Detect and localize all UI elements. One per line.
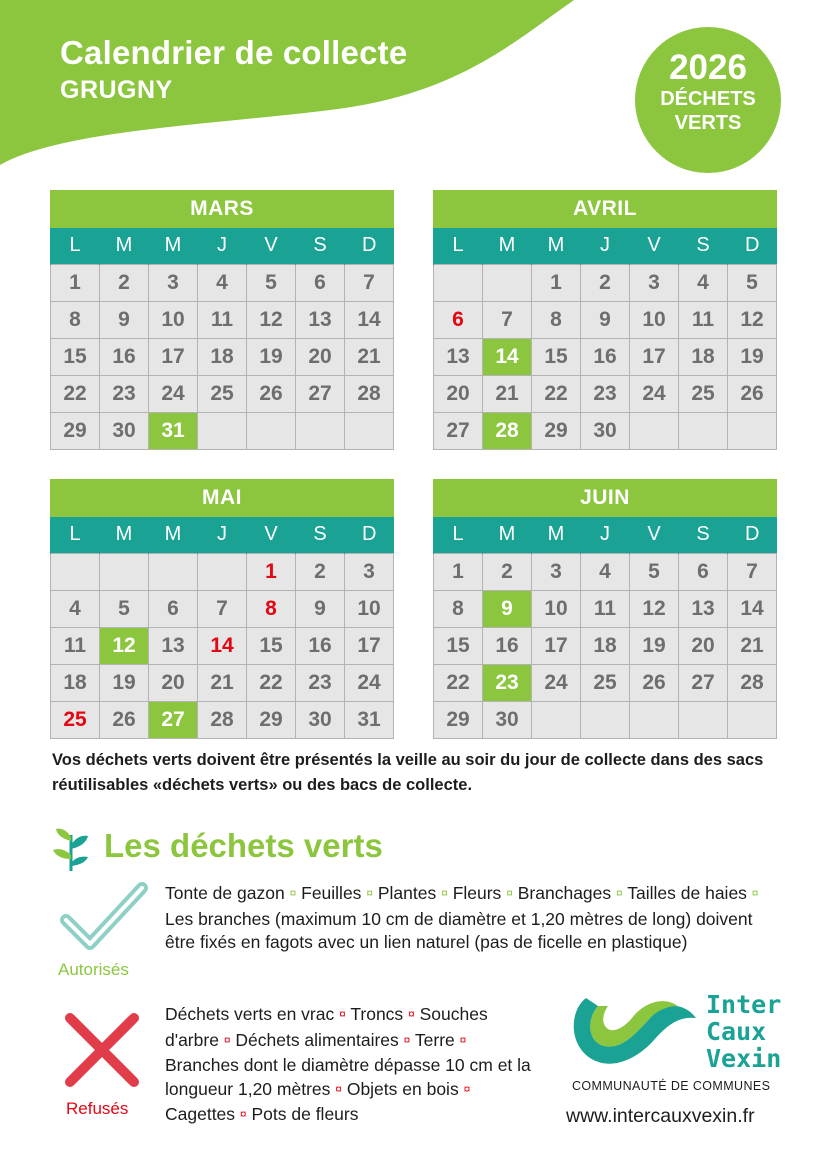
check-icon <box>58 878 150 958</box>
day-cell: 2 <box>483 553 532 590</box>
day-cell: 23 <box>100 375 149 412</box>
day-cell: 18 <box>679 338 728 375</box>
day-cell: 21 <box>345 338 394 375</box>
day-cell: 19 <box>728 338 777 375</box>
weekday-header: J <box>581 517 630 553</box>
day-cell: 27 <box>296 375 345 412</box>
day-cell: 21 <box>198 664 247 701</box>
day-cell: 4 <box>198 264 247 301</box>
day-cell: 13 <box>679 590 728 627</box>
day-cell: 4 <box>679 264 728 301</box>
refused-label: Refusés <box>66 1099 129 1118</box>
day-cell: 12 <box>630 590 679 627</box>
day-cell: 21 <box>728 627 777 664</box>
month-grid <box>50 517 394 739</box>
allowed-label: Autorisés <box>58 960 129 979</box>
day-cell: 18 <box>51 664 100 701</box>
month-grid <box>50 228 394 450</box>
day-cell: 3 <box>149 264 198 301</box>
weekday-header: L <box>51 517 100 553</box>
day-cell: 30 <box>581 412 630 449</box>
day-cell: 10 <box>630 301 679 338</box>
day-cell: 15 <box>51 338 100 375</box>
day-cell: 11 <box>679 301 728 338</box>
day-cell: 4 <box>581 553 630 590</box>
item-separator: ¤ <box>506 886 513 900</box>
logo-word-inter: Inter <box>706 990 782 1019</box>
empty-cell <box>532 701 581 738</box>
day-cell: 28 <box>728 664 777 701</box>
day-cell: 5 <box>728 264 777 301</box>
list-item: Plantes <box>377 883 437 903</box>
collection-day: 12 <box>100 627 149 664</box>
empty-cell <box>198 553 247 590</box>
weekday-header: M <box>149 517 198 553</box>
day-cell: 25 <box>679 375 728 412</box>
list-item: Déchets alimentaires <box>235 1029 399 1050</box>
weekday-header: J <box>198 228 247 264</box>
empty-cell <box>630 701 679 738</box>
section-title: Les déchets verts <box>104 827 383 864</box>
calendar-month-juin <box>433 479 777 739</box>
day-cell: 19 <box>630 627 679 664</box>
day-cell: 10 <box>532 590 581 627</box>
month-grid <box>433 517 777 739</box>
day-cell: 26 <box>728 375 777 412</box>
day-cell: 16 <box>483 627 532 664</box>
day-cell: 22 <box>247 664 296 701</box>
day-cell: 2 <box>100 264 149 301</box>
item-separator: ¤ <box>616 886 623 900</box>
year-badge <box>635 27 781 173</box>
day-cell: 15 <box>247 627 296 664</box>
day-cell: 11 <box>198 301 247 338</box>
day-cell: 24 <box>630 375 679 412</box>
collection-day: 31 <box>149 412 198 449</box>
day-cell: 3 <box>345 553 394 590</box>
empty-cell <box>345 412 394 449</box>
day-cell: 30 <box>483 701 532 738</box>
weekday-header: J <box>581 228 630 264</box>
day-cell: 30 <box>100 412 149 449</box>
month-name: MAI <box>50 479 394 517</box>
weekday-header: S <box>679 517 728 553</box>
list-item: Branches dont le diamètre dépasse 10 cm et la longueur 1,20 mètres <box>165 1055 531 1099</box>
day-cell: 18 <box>581 627 630 664</box>
day-cell: 13 <box>434 338 483 375</box>
empty-cell <box>679 412 728 449</box>
item-separator: ¤ <box>403 1032 411 1047</box>
day-cell: 4 <box>51 590 100 627</box>
empty-cell <box>728 701 777 738</box>
day-cell: 8 <box>51 301 100 338</box>
list-item: Troncs <box>350 1004 404 1024</box>
collection-day: 27 <box>149 701 198 738</box>
holiday-day: 8 <box>247 590 296 627</box>
day-cell: 15 <box>434 627 483 664</box>
day-cell: 3 <box>630 264 679 301</box>
website-link[interactable]: www.intercauxvexin.fr <box>566 1105 755 1127</box>
item-separator: ¤ <box>289 886 297 900</box>
day-cell: 7 <box>198 590 247 627</box>
month-name: JUIN <box>433 479 777 517</box>
weekday-header: D <box>728 517 777 553</box>
weekday-header: L <box>434 228 483 264</box>
day-cell: 13 <box>296 301 345 338</box>
day-cell: 25 <box>581 664 630 701</box>
holiday-day: 6 <box>434 301 483 338</box>
day-cell: 8 <box>532 301 581 338</box>
day-cell: 29 <box>434 701 483 738</box>
weekday-header: D <box>345 517 394 553</box>
day-cell: 10 <box>345 590 394 627</box>
day-cell: 24 <box>345 664 394 701</box>
weekday-header: L <box>51 228 100 264</box>
day-cell: 26 <box>100 701 149 738</box>
day-cell: 17 <box>532 627 581 664</box>
weekday-header: S <box>296 517 345 553</box>
weekday-header: V <box>247 228 296 264</box>
weekday-header: V <box>247 517 296 553</box>
weekday-header: M <box>149 228 198 264</box>
day-cell: 29 <box>51 412 100 449</box>
day-cell: 29 <box>532 412 581 449</box>
day-cell: 5 <box>100 590 149 627</box>
weekday-header: M <box>532 228 581 264</box>
day-cell: 9 <box>296 590 345 627</box>
calendar-month-mai <box>50 479 394 739</box>
month-name: AVRIL <box>433 190 777 228</box>
empty-cell <box>198 412 247 449</box>
list-item: Cagettes <box>165 1104 236 1124</box>
day-cell: 14 <box>728 590 777 627</box>
weekday-header: L <box>434 517 483 553</box>
empty-cell <box>100 553 149 590</box>
list-item: Tailles de haies <box>627 883 747 903</box>
day-cell: 10 <box>149 301 198 338</box>
list-item: Déchets verts en vrac <box>165 1004 335 1024</box>
day-cell: 6 <box>679 553 728 590</box>
weekday-header: M <box>483 228 532 264</box>
collection-day: 9 <box>483 590 532 627</box>
weekday-header: S <box>296 228 345 264</box>
empty-cell <box>247 412 296 449</box>
badge-line-1: DÉCHETS <box>660 88 756 110</box>
calendar-month-avril <box>433 190 777 450</box>
page-title: Calendrier de collecte <box>60 34 408 71</box>
weekday-header: D <box>728 228 777 264</box>
day-cell: 20 <box>149 664 198 701</box>
day-cell: 2 <box>581 264 630 301</box>
collection-day: 28 <box>483 412 532 449</box>
weekday-header: V <box>630 517 679 553</box>
item-separator: ¤ <box>339 1007 346 1021</box>
holiday-day: 25 <box>51 701 100 738</box>
empty-cell <box>581 701 630 738</box>
day-cell: 31 <box>345 701 394 738</box>
day-cell: 12 <box>247 301 296 338</box>
day-cell: 26 <box>630 664 679 701</box>
empty-cell <box>483 264 532 301</box>
day-cell: 28 <box>198 701 247 738</box>
day-cell: 30 <box>296 701 345 738</box>
list-item: Souches d'arbre <box>165 1004 488 1050</box>
list-item: Terre <box>414 1029 455 1050</box>
day-cell: 9 <box>581 301 630 338</box>
day-cell: 22 <box>434 664 483 701</box>
day-cell: 5 <box>630 553 679 590</box>
month-name: MARS <box>50 190 394 228</box>
day-cell: 14 <box>345 301 394 338</box>
town-name: GRUGNY <box>60 76 173 104</box>
day-cell: 17 <box>630 338 679 375</box>
day-cell: 28 <box>345 375 394 412</box>
empty-cell <box>434 264 483 301</box>
day-cell: 6 <box>149 590 198 627</box>
day-cell: 19 <box>247 338 296 375</box>
day-cell: 17 <box>345 627 394 664</box>
day-cell: 1 <box>51 264 100 301</box>
item-separator: ¤ <box>223 1032 231 1047</box>
empty-cell <box>679 701 728 738</box>
day-cell: 15 <box>532 338 581 375</box>
day-cell: 1 <box>532 264 581 301</box>
empty-cell <box>728 412 777 449</box>
refused-list <box>165 1003 545 1129</box>
item-separator: ¤ <box>751 886 759 900</box>
collection-notice: Vos déchets verts doivent être présentés la veille au soir du jour de collecte dans des sacs réutilisables «déchets verts» ou des bacs de collecte. <box>52 751 764 794</box>
day-cell: 23 <box>581 375 630 412</box>
day-cell: 17 <box>149 338 198 375</box>
day-cell: 20 <box>679 627 728 664</box>
intercauxvexin-logo-mark <box>568 988 708 1074</box>
weekday-header: V <box>630 228 679 264</box>
item-separator: ¤ <box>239 1107 247 1121</box>
item-separator: ¤ <box>408 1007 415 1021</box>
list-item: Tonte de gazon <box>165 883 285 903</box>
day-cell: 7 <box>345 264 394 301</box>
weekday-header: M <box>100 228 149 264</box>
weekday-header: M <box>100 517 149 553</box>
day-cell: 27 <box>679 664 728 701</box>
empty-cell <box>630 412 679 449</box>
list-item: Branchages <box>517 883 612 903</box>
day-cell: 22 <box>51 375 100 412</box>
badge-line-2: VERTS <box>674 112 742 134</box>
item-separator: ¤ <box>335 1081 342 1096</box>
item-separator: ¤ <box>441 886 448 900</box>
day-cell: 25 <box>198 375 247 412</box>
empty-cell <box>296 412 345 449</box>
day-cell: 24 <box>532 664 581 701</box>
empty-cell <box>51 553 100 590</box>
logo-word-vexin: Vexin <box>706 1044 782 1073</box>
weekday-header: J <box>198 517 247 553</box>
day-cell: 11 <box>51 627 100 664</box>
list-item: Feuilles <box>301 883 362 903</box>
list-item: Pots de fleurs <box>251 1104 359 1124</box>
logo-word-caux: Caux <box>706 1017 767 1046</box>
day-cell: 2 <box>296 553 345 590</box>
day-cell: 7 <box>483 301 532 338</box>
day-cell: 20 <box>296 338 345 375</box>
day-cell: 23 <box>296 664 345 701</box>
badge-year: 2026 <box>669 48 747 87</box>
weekday-header: M <box>483 517 532 553</box>
day-cell: 9 <box>100 301 149 338</box>
day-cell: 26 <box>247 375 296 412</box>
day-cell: 29 <box>247 701 296 738</box>
day-cell: 27 <box>434 412 483 449</box>
allowed-list <box>165 882 765 955</box>
day-cell: 16 <box>581 338 630 375</box>
day-cell: 19 <box>100 664 149 701</box>
day-cell: 20 <box>434 375 483 412</box>
weekday-header: D <box>345 228 394 264</box>
list-item: Les branches (maximum 10 cm de diamètre et 1,20 mètres de long) doivent être fixés en fagots avec un lien naturel (pas de ficelle en plastique) <box>165 908 753 952</box>
day-cell: 6 <box>296 264 345 301</box>
day-cell: 21 <box>483 375 532 412</box>
collection-day: 23 <box>483 664 532 701</box>
day-cell: 3 <box>532 553 581 590</box>
holiday-day: 1 <box>247 553 296 590</box>
empty-cell <box>149 553 198 590</box>
day-cell: 18 <box>198 338 247 375</box>
leaf-sprout-icon <box>50 823 92 871</box>
day-cell: 7 <box>728 553 777 590</box>
cross-icon <box>62 1010 142 1090</box>
holiday-day: 14 <box>198 627 247 664</box>
day-cell: 12 <box>728 301 777 338</box>
item-separator: ¤ <box>463 1081 471 1096</box>
item-separator: ¤ <box>459 1032 467 1047</box>
day-cell: 22 <box>532 375 581 412</box>
day-cell: 8 <box>434 590 483 627</box>
day-cell: 5 <box>247 264 296 301</box>
day-cell: 1 <box>434 553 483 590</box>
day-cell: 13 <box>149 627 198 664</box>
logo-subtitle: COMMUNAUTÉ DE COMMUNES <box>572 1079 771 1093</box>
weekday-header: M <box>532 517 581 553</box>
day-cell: 16 <box>100 338 149 375</box>
weekday-header: S <box>679 228 728 264</box>
item-separator: ¤ <box>366 886 373 900</box>
day-cell: 24 <box>149 375 198 412</box>
day-cell: 16 <box>296 627 345 664</box>
collection-day: 14 <box>483 338 532 375</box>
list-item: Fleurs <box>452 883 502 903</box>
list-item: Objets en bois <box>346 1078 459 1099</box>
day-cell: 11 <box>581 590 630 627</box>
calendar-month-mars <box>50 190 394 450</box>
month-grid <box>433 228 777 450</box>
